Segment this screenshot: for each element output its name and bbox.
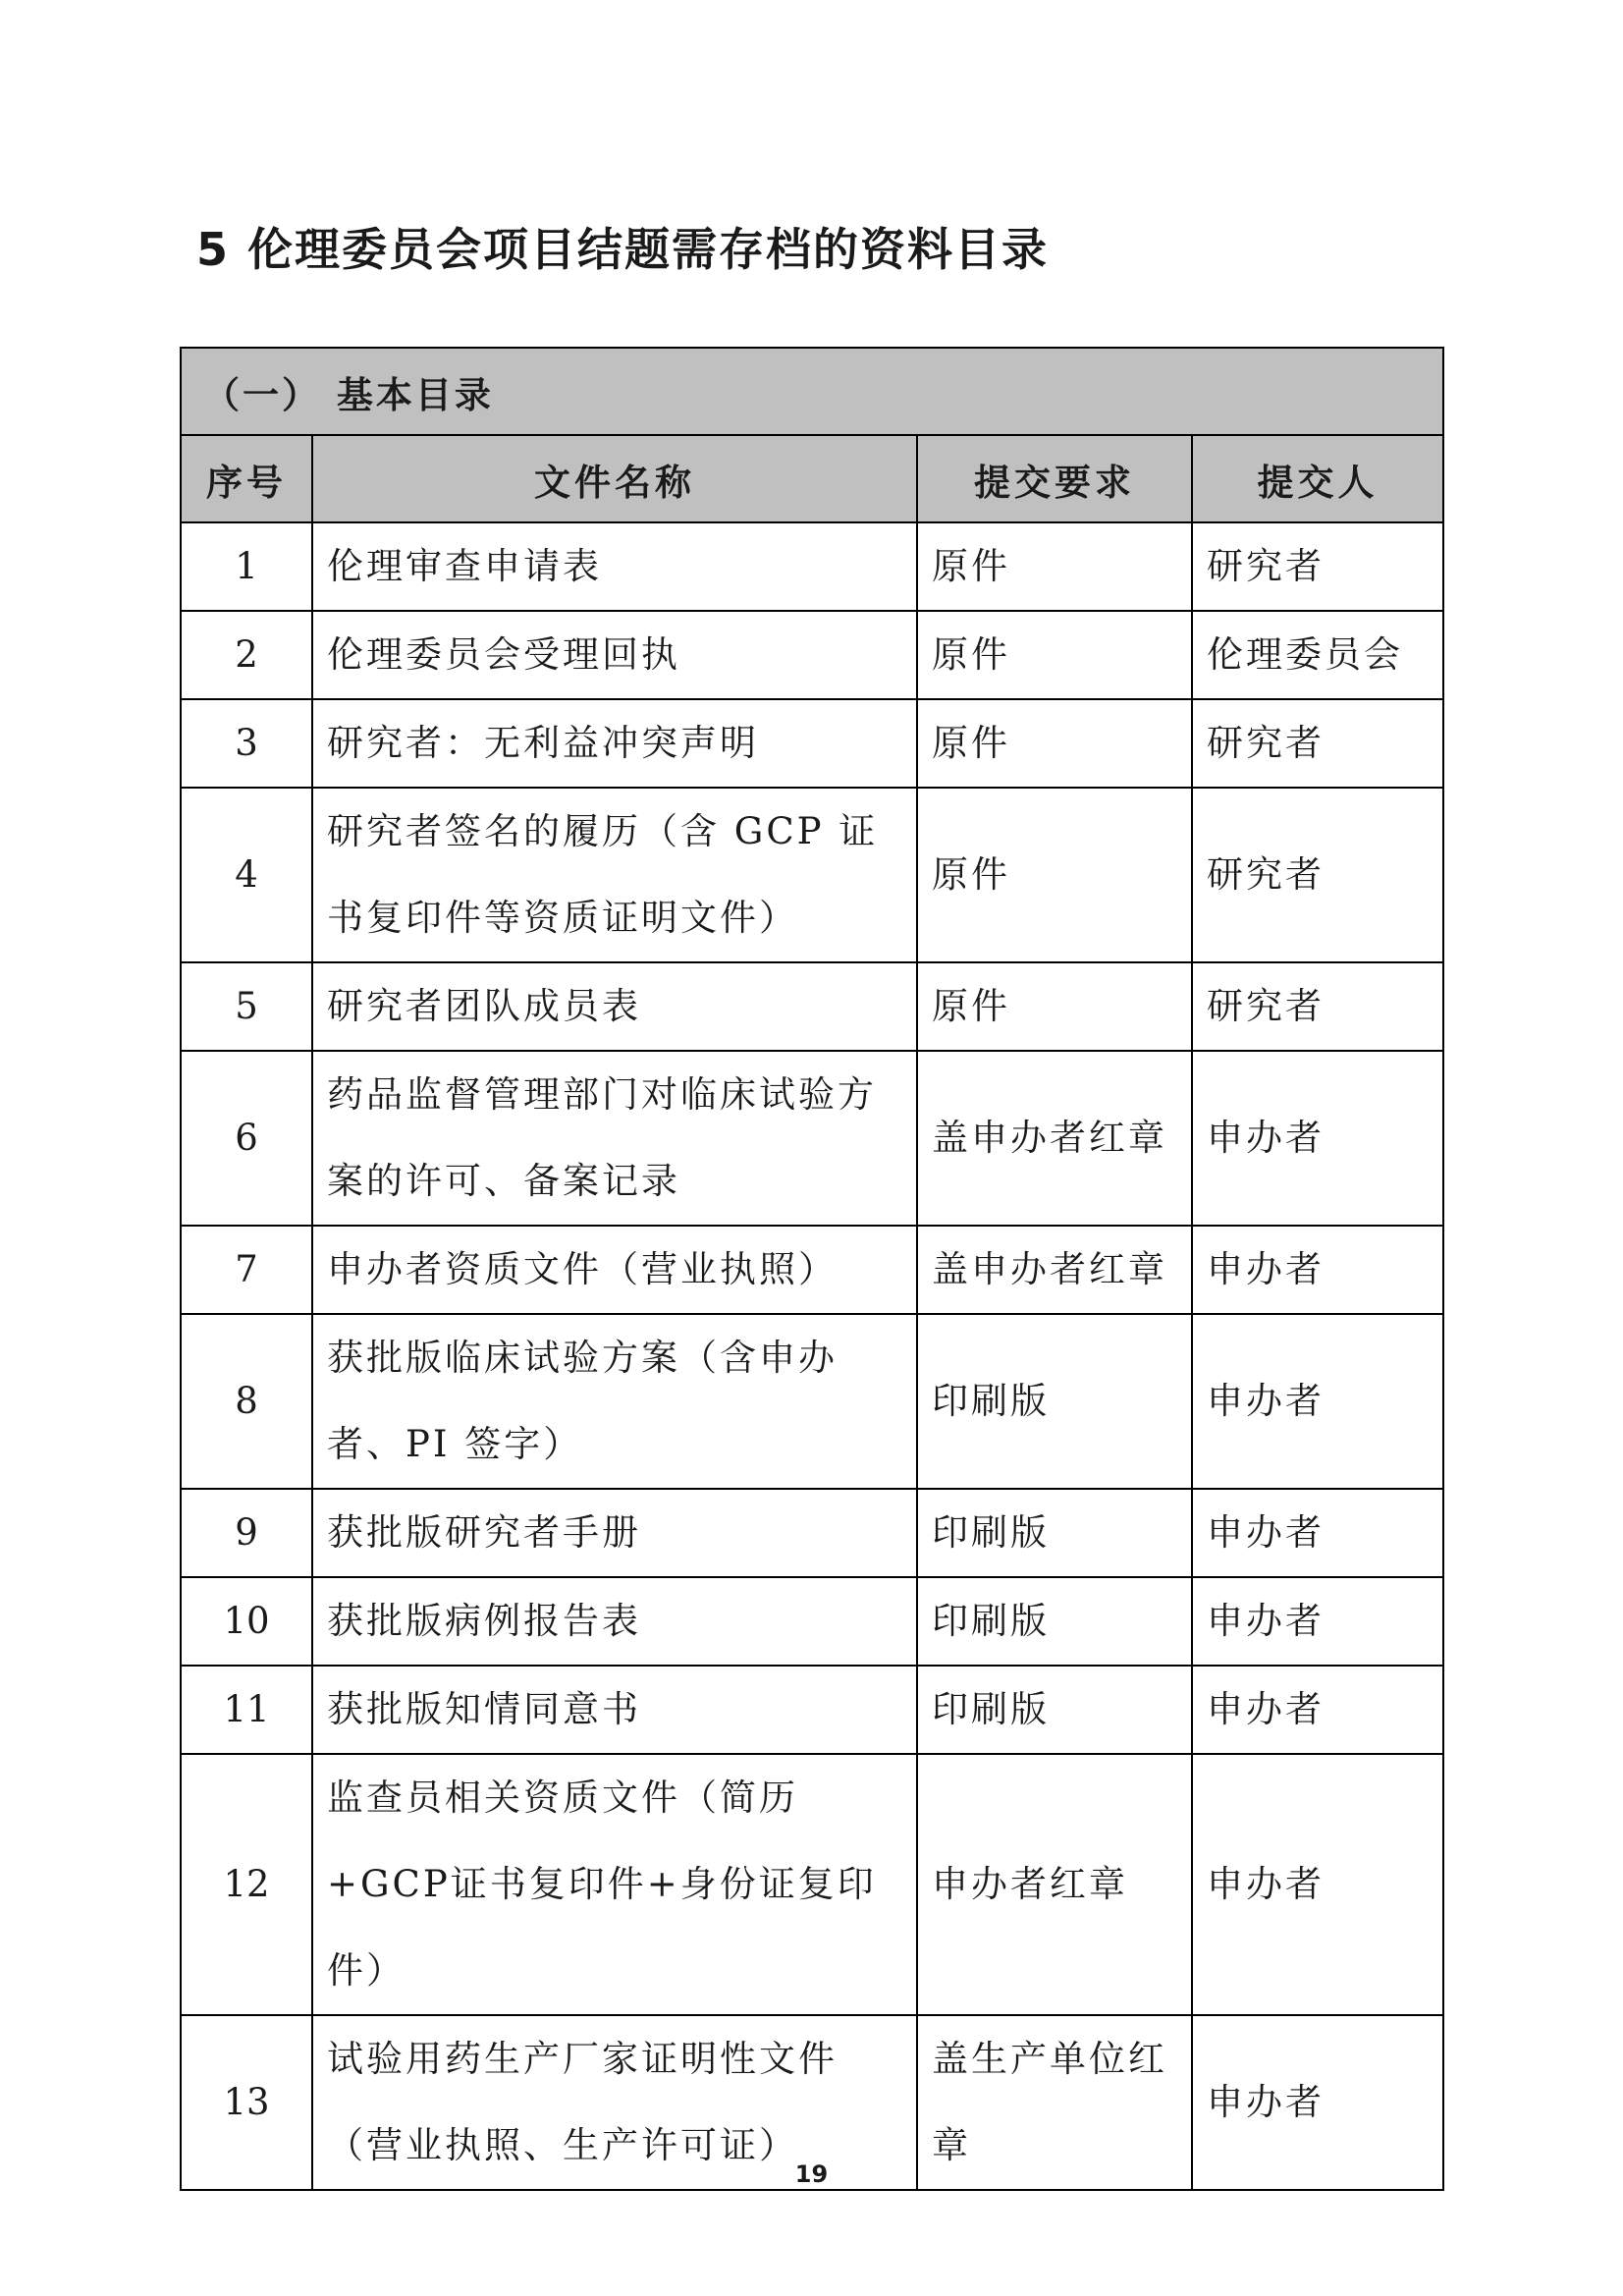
row-submitter: 申办者 — [1192, 1489, 1443, 1577]
row-name: 药品监督管理部门对临床试验方案的许可、备案记录 — [312, 1051, 917, 1226]
row-no: 13 — [181, 2015, 312, 2190]
row-requirement: 原件 — [917, 522, 1192, 611]
row-submitter: 申办者 — [1192, 1577, 1443, 1666]
table-row — [181, 962, 1443, 1051]
row-name: 获批版知情同意书 — [312, 1666, 917, 1754]
row-submitter: 申办者 — [1192, 1754, 1443, 2015]
table-row — [181, 699, 1443, 788]
row-name: 研究者团队成员表 — [312, 962, 917, 1051]
header-requirement: 提交要求 — [917, 435, 1192, 522]
row-requirement: 盖申办者红章 — [917, 1051, 1192, 1226]
row-name: 试验用药生产厂家证明性文件（营业执照、生产许可证） — [312, 2015, 917, 2190]
row-requirement: 原件 — [917, 611, 1192, 699]
row-name: 伦理审查申请表 — [312, 522, 917, 611]
header-submitter: 提交人 — [1192, 435, 1443, 522]
row-no: 2 — [181, 611, 312, 699]
table-row — [181, 1314, 1443, 1489]
row-name: 伦理委员会受理回执 — [312, 611, 917, 699]
row-no: 5 — [181, 962, 312, 1051]
row-name: 获批版研究者手册 — [312, 1489, 917, 1577]
header-no: 序号 — [181, 435, 312, 522]
table-header-row — [181, 435, 1443, 522]
row-name: 研究者签名的履历（含 GCP 证书复印件等资质证明文件） — [312, 788, 917, 962]
row-name: 监查员相关资质文件（简历+GCP证书复印件+身份证复印件） — [312, 1754, 917, 2015]
table-row — [181, 1754, 1443, 2015]
row-no: 3 — [181, 699, 312, 788]
table-row — [181, 1577, 1443, 1666]
table-row — [181, 1226, 1443, 1314]
row-name: 获批版临床试验方案（含申办者、PI 签字） — [312, 1314, 917, 1489]
row-requirement: 印刷版 — [917, 1666, 1192, 1754]
row-no: 4 — [181, 788, 312, 962]
row-requirement: 原件 — [917, 788, 1192, 962]
row-no: 8 — [181, 1314, 312, 1489]
row-name: 获批版病例报告表 — [312, 1577, 917, 1666]
row-submitter: 申办者 — [1192, 2015, 1443, 2190]
table-row — [181, 522, 1443, 611]
table-row — [181, 1051, 1443, 1226]
page-title: 5 伦理委员会项目结题需存档的资料目录 — [196, 223, 1050, 276]
row-submitter: 研究者 — [1192, 962, 1443, 1051]
row-submitter: 研究者 — [1192, 522, 1443, 611]
row-no: 11 — [181, 1666, 312, 1754]
row-submitter: 申办者 — [1192, 1666, 1443, 1754]
row-submitter: 申办者 — [1192, 1314, 1443, 1489]
table-row — [181, 1666, 1443, 1754]
row-submitter: 研究者 — [1192, 788, 1443, 962]
row-requirement: 印刷版 — [917, 1314, 1192, 1489]
row-requirement: 印刷版 — [917, 1489, 1192, 1577]
section-title: （一） 基本目录 — [181, 348, 1443, 435]
section-row — [181, 348, 1443, 435]
row-submitter: 申办者 — [1192, 1051, 1443, 1226]
row-no: 1 — [181, 522, 312, 611]
table-row — [181, 611, 1443, 699]
row-submitter: 伦理委员会 — [1192, 611, 1443, 699]
row-no: 7 — [181, 1226, 312, 1314]
row-name: 申办者资质文件（营业执照） — [312, 1226, 917, 1314]
header-name: 文件名称 — [312, 435, 917, 522]
row-no: 10 — [181, 1577, 312, 1666]
row-name: 研究者：无利益冲突声明 — [312, 699, 917, 788]
table-row — [181, 1489, 1443, 1577]
row-requirement: 印刷版 — [917, 1577, 1192, 1666]
row-requirement: 申办者红章 — [917, 1754, 1192, 2015]
row-no: 9 — [181, 1489, 312, 1577]
page-number: 19 — [794, 2160, 829, 2188]
row-submitter: 申办者 — [1192, 1226, 1443, 1314]
row-no: 6 — [181, 1051, 312, 1226]
row-requirement: 盖申办者红章 — [917, 1226, 1192, 1314]
row-requirement: 盖生产单位红章 — [917, 2015, 1192, 2190]
row-no: 12 — [181, 1754, 312, 2015]
archive-document-table — [180, 347, 1444, 2191]
row-submitter: 研究者 — [1192, 699, 1443, 788]
row-requirement: 原件 — [917, 699, 1192, 788]
table-row — [181, 788, 1443, 962]
row-requirement: 原件 — [917, 962, 1192, 1051]
